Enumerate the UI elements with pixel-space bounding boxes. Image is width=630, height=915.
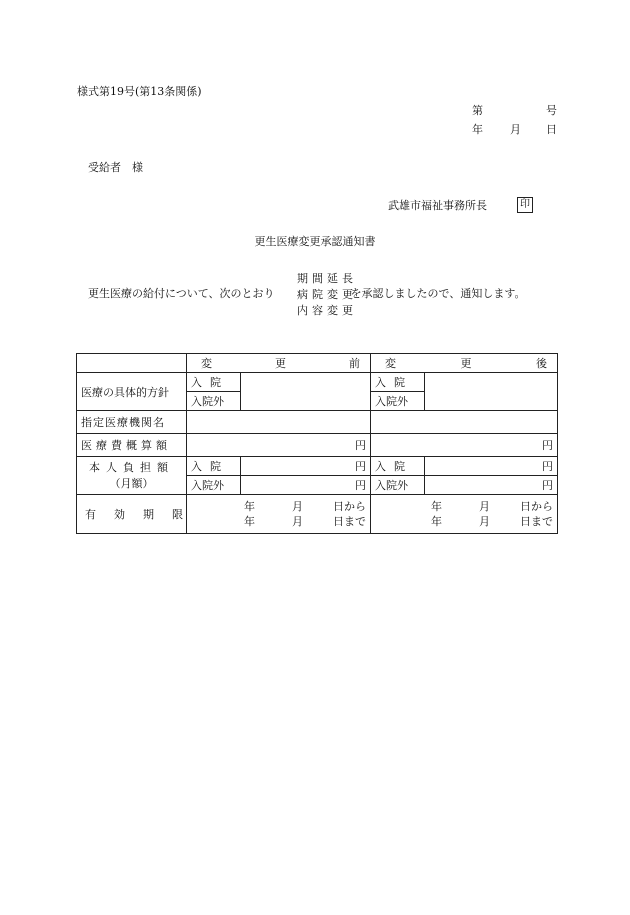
institution-label: 指定医療機関名 <box>77 411 187 434</box>
yen-unit: 円 <box>371 434 558 457</box>
yen-unit: 円 <box>425 476 558 495</box>
burden-label: 本人負担額 <box>89 460 174 474</box>
yen-unit: 円 <box>425 457 558 476</box>
yen-unit: 円 <box>187 434 371 457</box>
doc-number-dai: 第 <box>472 104 483 117</box>
table-row <box>77 434 558 457</box>
recipient: 受給者 様 <box>88 161 143 174</box>
table-row <box>77 495 558 534</box>
date-day: 日 <box>546 123 557 136</box>
issuer: 武雄市福祉事務所長 <box>388 199 487 212</box>
inpatient-label: 入院 <box>371 457 425 476</box>
yen-unit: 円 <box>241 457 371 476</box>
burden-sublabel: （月額） <box>109 476 154 490</box>
document-title: 更生医療変更承認通知書 <box>254 235 376 248</box>
header-after: 変 更 後 <box>385 357 547 370</box>
body-before: 更生医療の給付について、次のとおり <box>88 287 275 300</box>
doc-number-go: 号 <box>546 104 557 117</box>
table-row <box>77 373 558 392</box>
option-hospital-change: 病院変更 <box>297 288 357 301</box>
form-number: 様式第19号(第13条関係) <box>77 85 202 98</box>
inpatient-label: 入院 <box>187 373 241 392</box>
outpatient-label: 入院外 <box>371 392 425 411</box>
option-content-change: 内容変更 <box>297 304 357 317</box>
change-table <box>76 353 558 534</box>
option-period-extension: 期間延長 <box>297 272 357 285</box>
inpatient-label: 入院 <box>187 457 241 476</box>
outpatient-label: 入院外 <box>371 476 425 495</box>
body-after: を承認しましたので、通知します。 <box>350 287 526 300</box>
table-row <box>77 457 558 476</box>
inpatient-label: 入院 <box>371 373 425 392</box>
seal-mark: 印 <box>517 197 533 213</box>
outpatient-label: 入院外 <box>187 476 241 495</box>
change-type-options <box>297 271 357 319</box>
validity-label: 有効期限 <box>77 495 187 534</box>
outpatient-label: 入院外 <box>187 392 241 411</box>
table-row <box>77 411 558 434</box>
validity-after: 年 月 日から 年 月 日まで <box>371 495 558 534</box>
policy-label: 医療の具体的方針 <box>77 373 187 411</box>
date-year: 年 <box>472 123 483 136</box>
validity-before: 年 月 日から 年 月 日まで <box>187 495 371 534</box>
estimate-label: 医療費概算額 <box>77 434 187 457</box>
table-header-row <box>77 354 558 373</box>
yen-unit: 円 <box>241 476 371 495</box>
header-before: 変 更 前 <box>201 357 360 370</box>
date-month: 月 <box>510 123 521 136</box>
